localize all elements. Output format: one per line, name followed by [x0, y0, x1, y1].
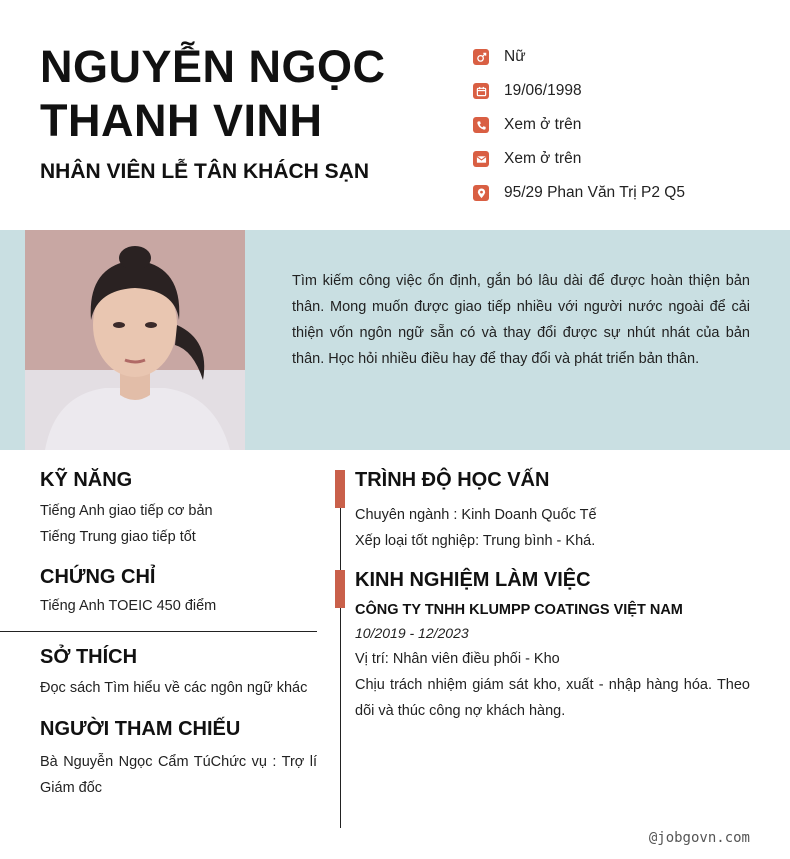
education-item: Xếp loại tốt nghiệp: Trung bình - Khá.	[355, 533, 596, 549]
left-column	[40, 466, 317, 619]
education-section	[355, 466, 750, 554]
contact-phone	[473, 108, 773, 142]
header-block	[40, 40, 440, 184]
gender-icon	[473, 49, 489, 65]
job-position: Vị trí: Nhân viên điều phối - Kho	[355, 651, 560, 667]
references-title: NGƯỜI THAM CHIẾU	[40, 718, 241, 740]
skill-item: Tiếng Trung giao tiếp tốt	[40, 529, 196, 545]
experience-title: KINH NGHIỆM LÀM VIỆC	[355, 569, 591, 591]
skills-title: KỸ NĂNG	[40, 469, 133, 491]
profile-photo	[25, 230, 245, 450]
email-value: Xem ở trên	[504, 150, 582, 167]
watermark: @jobgovn.com	[648, 830, 750, 846]
contact-address	[473, 176, 773, 210]
column-divider	[340, 470, 341, 828]
contact-birthday	[473, 74, 773, 108]
experience-section	[355, 566, 750, 724]
career-objective: Tìm kiếm công việc ổn định, gắn bó lâu dài để được hoàn thiện bản thân. Mong muốn được giao tiếp nhiều với người nước ngoài để cải thiện vốn ngôn ngữ sẵn có và thay đổi được sự nhút nhát của bản thân. Học hỏi nhiều điều hay để thay đổi và phát triển bản thân.	[292, 273, 750, 367]
location-icon	[473, 185, 489, 201]
birthday-value: 19/06/1998	[504, 82, 582, 99]
certificate-item: Tiếng Anh TOEIC 450 điểm	[40, 598, 217, 614]
reference-text: Bà Nguyễn Ngọc Cẩm TúChức vụ : Trợ lí Giám đốc	[40, 754, 317, 796]
contact-list	[473, 40, 773, 210]
phone-icon	[473, 117, 489, 133]
job-description: Chịu trách nhiệm giám sát kho, xuất - nhập hàng hóa. Theo dõi và thúc công nợ khách hàng.	[355, 677, 750, 719]
contact-gender	[473, 40, 773, 74]
calendar-icon	[473, 83, 489, 99]
skill-item: Tiếng Anh giao tiếp cơ bản	[40, 503, 213, 519]
work-period: 10/2019 - 12/2023	[355, 625, 469, 641]
email-icon	[473, 151, 489, 167]
left-column-lower	[40, 643, 317, 801]
gender-value: Nữ	[504, 48, 526, 65]
contact-email	[473, 142, 773, 176]
full-name-line-1: NGUYỄN NGỌC	[40, 41, 386, 92]
phone-value: Xem ở trên	[504, 116, 582, 133]
education-marker	[335, 470, 345, 508]
company-name: CÔNG TY TNHH KLUMPP COATINGS VIỆT NAM	[355, 602, 683, 618]
hobbies-title: SỞ THÍCH	[40, 646, 138, 668]
education-item: Chuyên ngành : Kinh Doanh Quốc Tế	[355, 507, 597, 523]
address-value: 95/29 Phan Văn Trị P2 Q5	[504, 184, 685, 201]
full-name-line-2: THANH VINH	[40, 95, 323, 146]
hobby-item: Đọc sách Tìm hiểu về các ngôn ngữ khác	[40, 680, 308, 696]
job-title: NHÂN VIÊN LỄ TÂN KHÁCH SẠN	[40, 160, 370, 183]
education-title: TRÌNH ĐỘ HỌC VẤN	[355, 469, 550, 491]
certificates-title: CHỨNG CHỈ	[40, 566, 156, 588]
left-divider	[0, 631, 317, 632]
experience-marker	[335, 570, 345, 608]
